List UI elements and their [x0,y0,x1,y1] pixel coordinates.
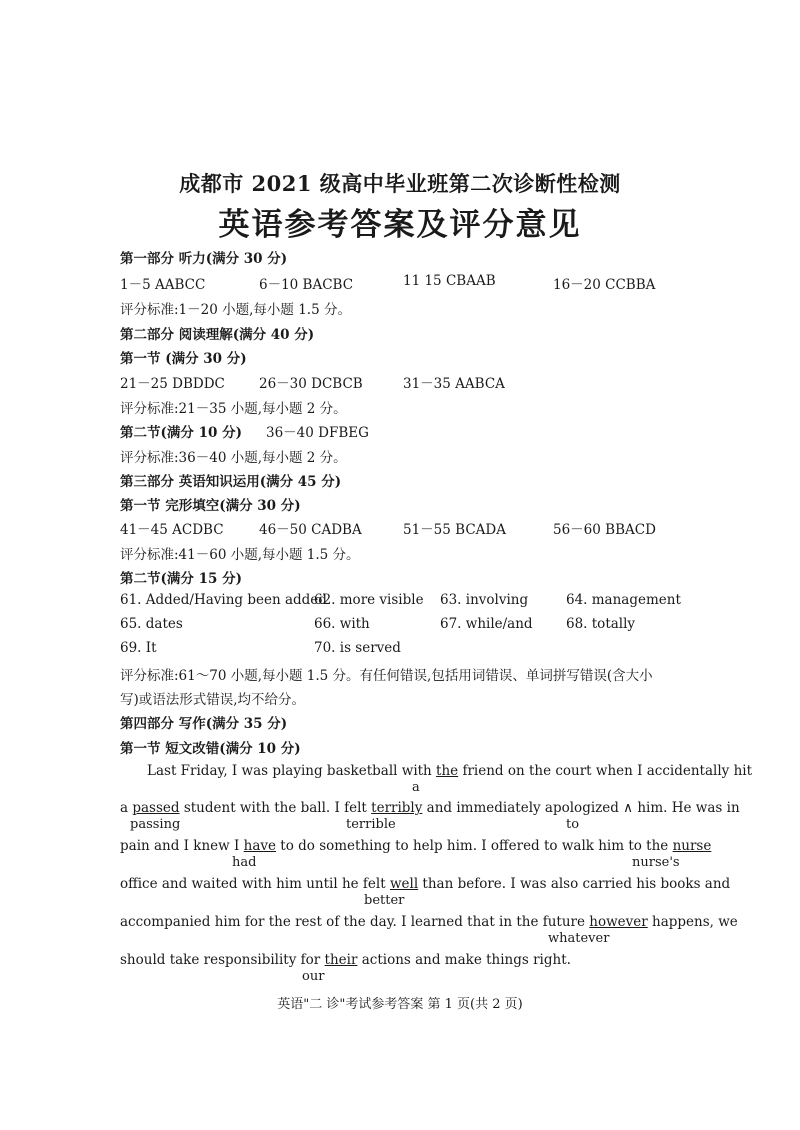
grammar-answer: 67. while/and [440,616,533,632]
scoring-criteria: 评分标准:41－60 小题,每小题 1.5 分。 [120,547,360,563]
grammar-answer: 62. more visible [314,592,424,608]
exam-title: 成都市 2021 级高中毕业班第二次诊断性检测 [179,171,621,196]
grammar-answer: 61. Added/Having been added [120,592,327,608]
error-word: well [389,876,419,892]
passage-line-6: should take responsibility for their actions and make things right. [120,952,571,968]
error-word: have [243,838,276,854]
grammar-answer: 64. management [566,592,681,608]
answer-group: 31－35 AABCA [403,376,505,392]
error-word: the [436,763,459,779]
correction: had [232,855,257,870]
grammar-answer: 70. is served [314,640,401,656]
grammar-answer: 65. dates [120,616,183,632]
error-word: passed [132,800,180,816]
passage-line-3: pain and I knew I have to do something to help him. I offered to walk him to the nurse [120,838,712,854]
grammar-answer: 69. It [120,640,157,656]
passage-line-2: a passed student with the ball. I felt terribly and immediately apologized ∧ him. He was in [120,800,740,816]
grammar-answer: 63. involving [440,592,529,608]
error-word: however [589,914,648,930]
part1-heading: 第一部分 听力(满分 30 分) [120,251,288,267]
section-heading: 第一节 (满分 30 分) [120,351,247,367]
error-word: their [324,952,358,968]
part2-heading: 第二部分 阅读理解(满分 40 分) [120,327,315,343]
answer-group: 26－30 DCBCB [259,376,363,392]
answer-group: 1－5 AABCC [120,277,206,293]
correction: passing [130,817,181,832]
correction: our [302,969,325,984]
grammar-answer: 66. with [314,616,370,632]
answer-group: 56－60 BBACD [553,522,656,538]
passage-line-4: office and waited with him until he felt well than before. I was also carried his books and [120,876,731,892]
answer-group: 46－50 CADBA [259,522,362,538]
correction: to [566,817,580,832]
passage-line-5: accompanied him for the rest of the day. I learned that in the future however happens, we [120,914,738,930]
section-heading: 第一节 短文改错(满分 10 分) [120,741,301,757]
correction: terrible [346,817,396,832]
scoring-criteria: 评分标准:36－40 小题,每小题 2 分。 [120,450,347,466]
correction: whatever [548,931,610,946]
answer-group: 16－20 CCBBA [553,277,656,293]
scoring-criteria: 写)或语法形式错误,均不给分。 [120,692,306,708]
error-word: terribly [371,800,423,816]
section-heading: 第二节(满分 10 分) [120,425,242,441]
answer-key-title: 英语参考答案及评分意见 [218,207,582,243]
answer-group: 11 15 CBAAB [403,273,496,289]
answer-group: 51－55 BCADA [403,522,506,538]
section-heading: 第二节(满分 15 分) [120,571,242,587]
grammar-answer: 68. totally [566,616,636,632]
scoring-criteria: 评分标准:1－20 小题,每小题 1.5 分。 [120,302,351,318]
answer-group: 41－45 ACDBC [120,522,224,538]
part3-heading: 第三部分 英语知识运用(满分 45 分) [120,474,342,490]
passage-line-1: Last Friday, I was playing basketball with the friend on the court when I accidentally hit [147,763,753,779]
correction: a [412,780,420,795]
error-word: nurse [672,838,712,854]
answer-group: 36－40 DFBEG [266,425,369,441]
correction: nurse's [632,855,680,870]
answer-group: 21－25 DBDDC [120,376,225,392]
correction: better [364,893,405,908]
scoring-criteria: 评分标准:21－35 小题,每小题 2 分。 [120,401,347,417]
part4-heading: 第四部分 写作(满分 35 分) [120,716,288,732]
section-heading: 第一节 完形填空(满分 30 分) [120,498,301,514]
page-footer: 英语"二 诊"考试参考答案 第 1 页(共 2 页) [277,997,523,1012]
scoring-criteria: 评分标准:61～70 小题,每小题 1.5 分。有任何错误,包括用词错误、单词拼写错误(含大小 [120,668,653,684]
answer-group: 6－10 BACBC [259,277,354,293]
